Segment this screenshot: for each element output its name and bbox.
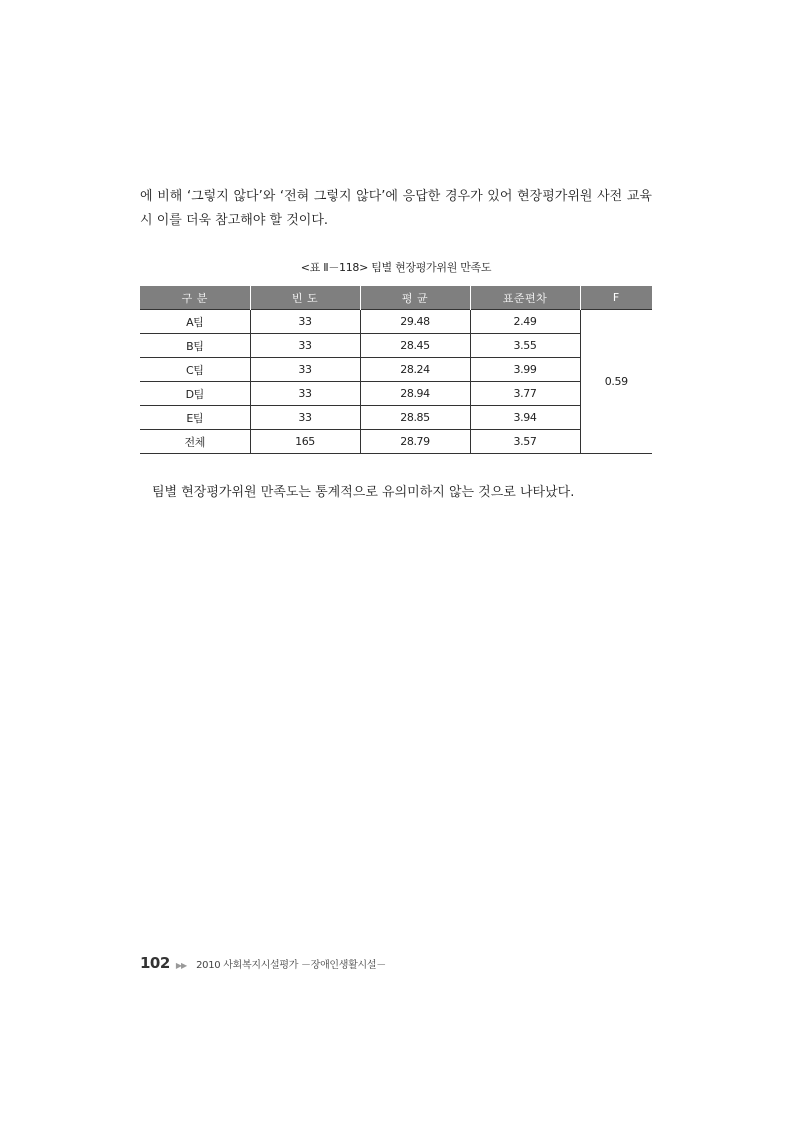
cell-mean: 28.85 bbox=[360, 406, 470, 430]
cell-mean: 28.45 bbox=[360, 334, 470, 358]
page-number: 102 bbox=[140, 954, 170, 972]
cell-group: C팀 bbox=[140, 358, 250, 382]
cell-group: D팀 bbox=[140, 382, 250, 406]
table-caption: <표 Ⅱ－118> 팀별 현장평가위원 만족도 bbox=[300, 261, 492, 274]
cell-mean: 28.94 bbox=[360, 382, 470, 406]
cell-std-dev: 3.99 bbox=[470, 358, 580, 382]
table-row-total bbox=[140, 430, 652, 454]
cell-f-value: 0.59 bbox=[580, 310, 652, 454]
cell-std-dev: 3.77 bbox=[470, 382, 580, 406]
cell-mean: 29.48 bbox=[360, 310, 470, 334]
cell-mean: 28.79 bbox=[360, 430, 470, 454]
cell-group: 전체 bbox=[140, 430, 250, 454]
cell-std-dev: 3.55 bbox=[470, 334, 580, 358]
header-mean: 평 균 bbox=[360, 286, 470, 310]
table-row bbox=[140, 358, 652, 382]
cell-mean: 28.24 bbox=[360, 358, 470, 382]
cell-std-dev: 3.94 bbox=[470, 406, 580, 430]
cell-std-dev: 2.49 bbox=[470, 310, 580, 334]
header-frequency: 빈 도 bbox=[250, 286, 360, 310]
header-std-dev: 표준편차 bbox=[470, 286, 580, 310]
table-row bbox=[140, 382, 652, 406]
double-arrow-icon: ▶▶ bbox=[175, 961, 187, 970]
cell-group: B팀 bbox=[140, 334, 250, 358]
cell-frequency: 165 bbox=[250, 430, 360, 454]
table-row bbox=[140, 406, 652, 430]
cell-frequency: 33 bbox=[250, 406, 360, 430]
body-paragraph-bottom: 팀별 현장평가위원 만족도는 통계적으로 유의미하지 않는 것으로 나타났다. bbox=[152, 485, 575, 500]
cell-group: A팀 bbox=[140, 310, 250, 334]
body-paragraph-top: 에 비해 ‘그렇지 않다’와 ‘전혀 그렇지 않다’에 응답한 경우가 있어 현장평가위원 사전 교육 시 이를 더욱 참고해야 할 것이다. bbox=[140, 189, 652, 228]
header-group: 구 분 bbox=[140, 286, 250, 310]
cell-frequency: 33 bbox=[250, 382, 360, 406]
cell-std-dev: 3.57 bbox=[470, 430, 580, 454]
document-title: 2010 사회복지시설평가 －장애인생활시설－ bbox=[196, 960, 386, 971]
cell-frequency: 33 bbox=[250, 358, 360, 382]
page-footer bbox=[140, 954, 386, 974]
cell-frequency: 33 bbox=[250, 310, 360, 334]
table-header-row bbox=[140, 286, 652, 310]
table-row bbox=[140, 310, 652, 334]
header-f: F bbox=[580, 286, 652, 310]
table-row bbox=[140, 334, 652, 358]
satisfaction-table bbox=[140, 286, 652, 454]
cell-group: E팀 bbox=[140, 406, 250, 430]
cell-frequency: 33 bbox=[250, 334, 360, 358]
